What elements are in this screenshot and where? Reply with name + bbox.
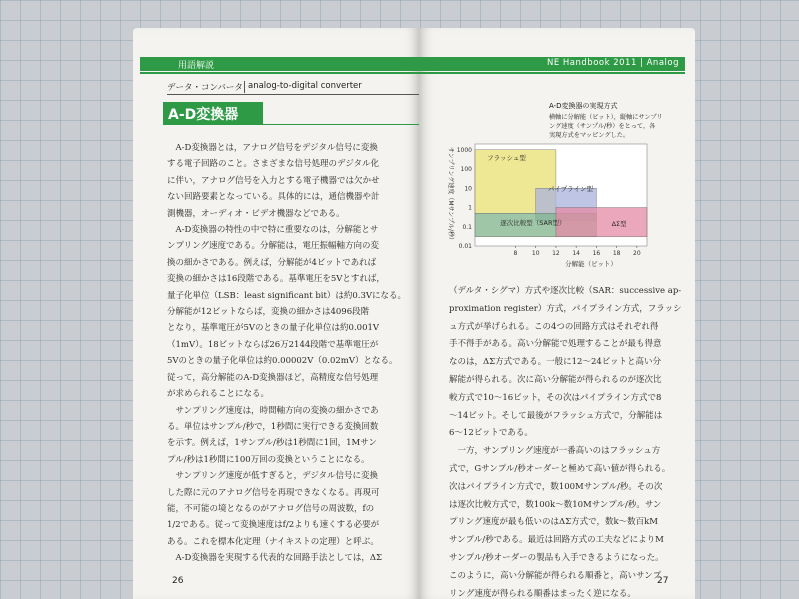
x-tick-label: 10 — [531, 250, 540, 257]
text-line: した際に元のアナログ信号を再現できなくなる。再現可 — [167, 487, 380, 498]
text-line: 測機器，オーディオ・ビデオ機器などである。 — [167, 208, 345, 219]
text-line: proximation register）方式，パイプライン方式，フラッシ — [449, 303, 682, 314]
category-header — [167, 81, 419, 95]
y-axis-label: サンプリング速度（Mサンプル/秒） — [447, 147, 454, 243]
text-line: ない回路要素となっている。具体的には，通信機器や計 — [167, 192, 380, 203]
text-line: （1mV）。18ビットならば26万2144段階で基準電圧が — [167, 339, 379, 350]
text-line: 5Vのときの量子化単位は約0.00002V（0.02mV）となる。 — [167, 356, 398, 367]
chart-subtitle-line: 横軸に分解能（ビット），縦軸にサンプリ — [549, 114, 663, 121]
text-line: プル/秒は1秒間に100万回の変換ということになる。 — [167, 454, 370, 465]
text-line: 一方，サンプリング速度が一番高いのはフラッシュ方 — [449, 446, 661, 457]
running-header-text: NE Handbook 2011 | Analog — [546, 58, 679, 68]
text-line: ュ方式が挙げられる。この4つの回路方式はそれぞれ得 — [449, 321, 659, 332]
header-rule — [140, 72, 419, 74]
text-line: る。単位はサンプル/秒で，1秒間に実行できる変換回数 — [167, 421, 379, 432]
series-label-0: フラッシュ型 — [487, 153, 526, 162]
text-line: 較方式で10〜16ビット，その次はパイプライン方式で8 — [449, 392, 662, 403]
body-text-right — [449, 283, 685, 599]
x-axis-label: 分解能（ビット） — [565, 260, 617, 268]
text-line: 解能が得られる。次に高い分解能が得られるのが逐次比 — [449, 374, 662, 385]
text-line: 次はパイプライン方式で，数100Mサンプル/秒。その次 — [449, 481, 663, 492]
text-line: A-D変換器を実現する代表的な回路手法としては，ΔΣ — [167, 553, 382, 564]
chart-title: A-D変換器の実現方式 — [549, 102, 618, 110]
category-rule — [167, 94, 419, 95]
x-tick-label: 12 — [552, 250, 560, 257]
text-line: が求められることになる。 — [167, 389, 270, 400]
text-line: A-D変換器とは，アナログ信号をデジタル信号に変換 — [167, 143, 378, 153]
series-region-3 — [556, 208, 647, 237]
body-text-left — [167, 140, 411, 567]
left-page — [133, 28, 419, 599]
text-line: ンプリング速度である。分解能は，電圧振幅軸方向の変 — [167, 241, 379, 252]
x-tick-label: 14 — [572, 250, 580, 257]
x-tick-label: 8 — [513, 250, 518, 257]
text-line: サンプリング速度は，時間軸方向の変換の細かさであ — [167, 405, 379, 416]
text-line: は逐次比較方式で，数100k〜数10Mサンプル/秒。サン — [449, 499, 662, 510]
text-line: 6〜12ビットである。 — [449, 428, 533, 439]
text-line: サンプリング速度が低すぎると，デジタル信号に変換 — [167, 471, 379, 482]
y-tick-label: 10 — [464, 185, 472, 193]
section-tag: 用語解説 — [178, 61, 215, 71]
text-line: 変換の細かさは16段階である。基準電圧を5Vとすれば， — [167, 274, 385, 285]
text-line: なのは，ΔΣ方式である。一般に12〜24ビットと高い分 — [449, 357, 661, 368]
page-number-left: 26 — [172, 576, 184, 586]
text-line: 量子化単位（LSB：least significant bit）は約0.3Vになる。 — [167, 290, 407, 301]
text-line: ある。これを標本化定理（ナイキストの定理）と呼ぶ。 — [167, 536, 379, 547]
text-line: に伴い，アナログ信号を入力とする電子機器では欠かせ — [167, 175, 380, 186]
figure — [439, 98, 685, 288]
text-line: サンプル/秒である。最近は回路方式の工夫などによりM — [449, 535, 664, 546]
text-line: 能，不可能の境となるのがアナログ信号の周波数，fの — [167, 503, 375, 514]
section-header — [140, 57, 419, 71]
category-separator — [244, 81, 245, 93]
open-book — [133, 28, 695, 599]
chart-subtitle-line: ング速度（サンプル/秒）をとって，各 — [549, 123, 656, 130]
text-line: 〜14ビット。そして最後がフラッシュ方式で，分解能は — [449, 410, 663, 421]
title-rule — [163, 124, 419, 125]
text-line: 手不得手がある。高い分解能で処理することが最も得意 — [449, 339, 662, 350]
text-line: このように，高い分解能が得られる順番と，高いサンプ — [449, 570, 662, 581]
text-line: A-D変換器の特性の中で特に重要なのは，分解能とサ — [167, 225, 379, 236]
text-line: サンプル/秒オーダーの製品も入手できるようになった。 — [449, 552, 664, 563]
category-jp: データ・コンバータ — [167, 83, 243, 93]
chart-subtitle-line: 実現方式をマッピングした。 — [549, 132, 630, 139]
text-line: プリング速度が最も低いのはΔΣ方式で，数k〜数百kM — [449, 517, 658, 528]
y-tick-label: 100 — [460, 166, 472, 174]
text-line: 従って，高分解能のA-D変換器ほど，高精度な信号処理 — [167, 372, 379, 383]
text-line: となり，基準電圧が5Vのときの量子化単位は約0.001V — [167, 323, 380, 334]
category-en: analog-to-digital converter — [248, 81, 362, 91]
series-label-1: パイプライン型 — [547, 185, 593, 194]
ad-converter-chart — [439, 98, 685, 288]
header-rule-right — [419, 72, 685, 74]
text-line: 分解能が12ビットならば，変換の細かさは4096段階 — [167, 307, 370, 318]
x-tick-label: 20 — [633, 250, 641, 257]
y-tick-label: 1 — [468, 204, 472, 212]
x-tick-label: 18 — [612, 250, 621, 257]
series-label-2: 逐次比較型（SAR型） — [500, 219, 566, 228]
text-line: （デルタ・シグマ）方式や逐次比較（SAR：successive ap- — [449, 286, 682, 296]
title-box — [163, 102, 263, 124]
y-tick-label: 1000 — [456, 146, 472, 154]
right-page — [419, 28, 695, 599]
running-header — [419, 57, 685, 71]
page-title: A-D変換器 — [168, 107, 239, 123]
text-line: を示す。例えば，1サンプル/秒は1秒間に1回，1Mサン — [167, 438, 377, 449]
y-tick-label: 0.1 — [462, 223, 472, 231]
y-tick-label: 0.01 — [458, 243, 472, 250]
series-label-3: ΔΣ型 — [611, 219, 627, 228]
page-number-right: 27 — [657, 576, 669, 586]
text-line: する電子回路のこと。さまざまな信号処理のデジタル化 — [167, 159, 379, 170]
x-tick-label: 16 — [592, 250, 601, 257]
text-line: 1/2である。従って変換速度はf/2よりも速くする必要が — [167, 520, 380, 531]
text-line: リング速度が得られる順番はまったく逆になる。 — [449, 588, 636, 599]
text-line: 式で，Gサンプル/秒オーダーと極めて高い値が得られる。 — [449, 463, 671, 474]
text-line: 換の細かさである。例えば，分解能が4ビットであれば — [167, 257, 377, 268]
